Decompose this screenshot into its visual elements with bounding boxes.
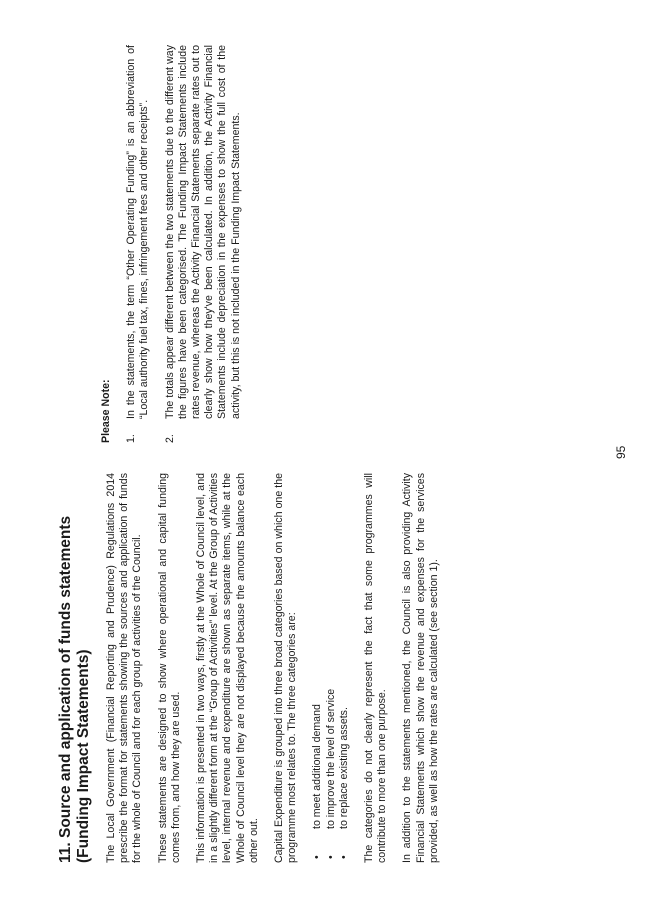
paragraph-purpose: These statements are designed to show where operational and capital funding comes from, and how they are used. (156, 473, 182, 863)
section-heading-line2: (Funding Impact Statements) (75, 649, 92, 863)
note-number: 2. (163, 434, 176, 443)
note-text: In the statements, the term “Other Operating Funding” is an abbreviation of “Local authority fuel tax, fines, infringement fees and other receipts”. (125, 45, 151, 419)
paragraph-regulations: The Local Government (Financial Reporting and Prudence) Regulations 2014 prescribe the format for statements showing the sources and application of funds for the whole of Council and for each group of activities of the Council. (105, 473, 144, 863)
category-list (311, 473, 351, 863)
note-item (164, 45, 243, 443)
section-heading-line1: 11. Source and application of funds statements (57, 515, 74, 863)
list-item (325, 473, 338, 863)
page-number: 95 (614, 445, 628, 459)
note-number: 1. (125, 434, 138, 443)
list-item (311, 473, 324, 863)
list-item-text: to improve the level of service (324, 688, 337, 829)
right-column (100, 45, 255, 443)
note-item (125, 45, 151, 443)
note-text: The totals appear different between the two statements due to the different way the figures have been categorised. The Funding Impact Statements include rates revenue, whereas the Activity Financial Statements separate rates out to clearly show how they've been calculated. In addition, the Activity Financial Statements include depreciation in the expenses to show the full cost of the activity, but this is not included in the Funding Impact Statements. (163, 45, 242, 419)
bullet-icon: • (337, 855, 350, 859)
notes-list (125, 45, 243, 443)
paragraph-capital-expenditure: Capital Expenditure is grouped into three broad categories based on which one the programme most relates to. The three categories are: (273, 473, 299, 863)
paragraph-presentation: This information is presented in two ways, firstly at the Whole of Council level, and in a slightly different form at the “Group of Activities” level. At the Group of Activities level, internal revenue and expenditure are shown as separate items, while at the Whole of Council level they are not displayed because the amounts balance each other out. (195, 473, 260, 863)
bullet-icon: • (324, 855, 337, 859)
left-column (57, 473, 453, 863)
bullet-icon: • (311, 855, 324, 859)
list-item-text: to meet additional demand (311, 704, 324, 829)
paragraph-activity-statements: In addition to the statements mentioned, the Council is also providing Activity Financial Statements which show the revenue and expenses for the services provided, as well as how the rates are calculated (see section 1). (401, 473, 440, 863)
paragraph-categories: The categories do not clearly represent the fact that some programmes will contribute to more than one purpose. (363, 473, 389, 863)
section-heading (57, 473, 93, 863)
list-item-text: to replace existing assets. (337, 707, 350, 829)
notes-title: Please Note: (100, 379, 112, 443)
list-item (338, 473, 351, 863)
